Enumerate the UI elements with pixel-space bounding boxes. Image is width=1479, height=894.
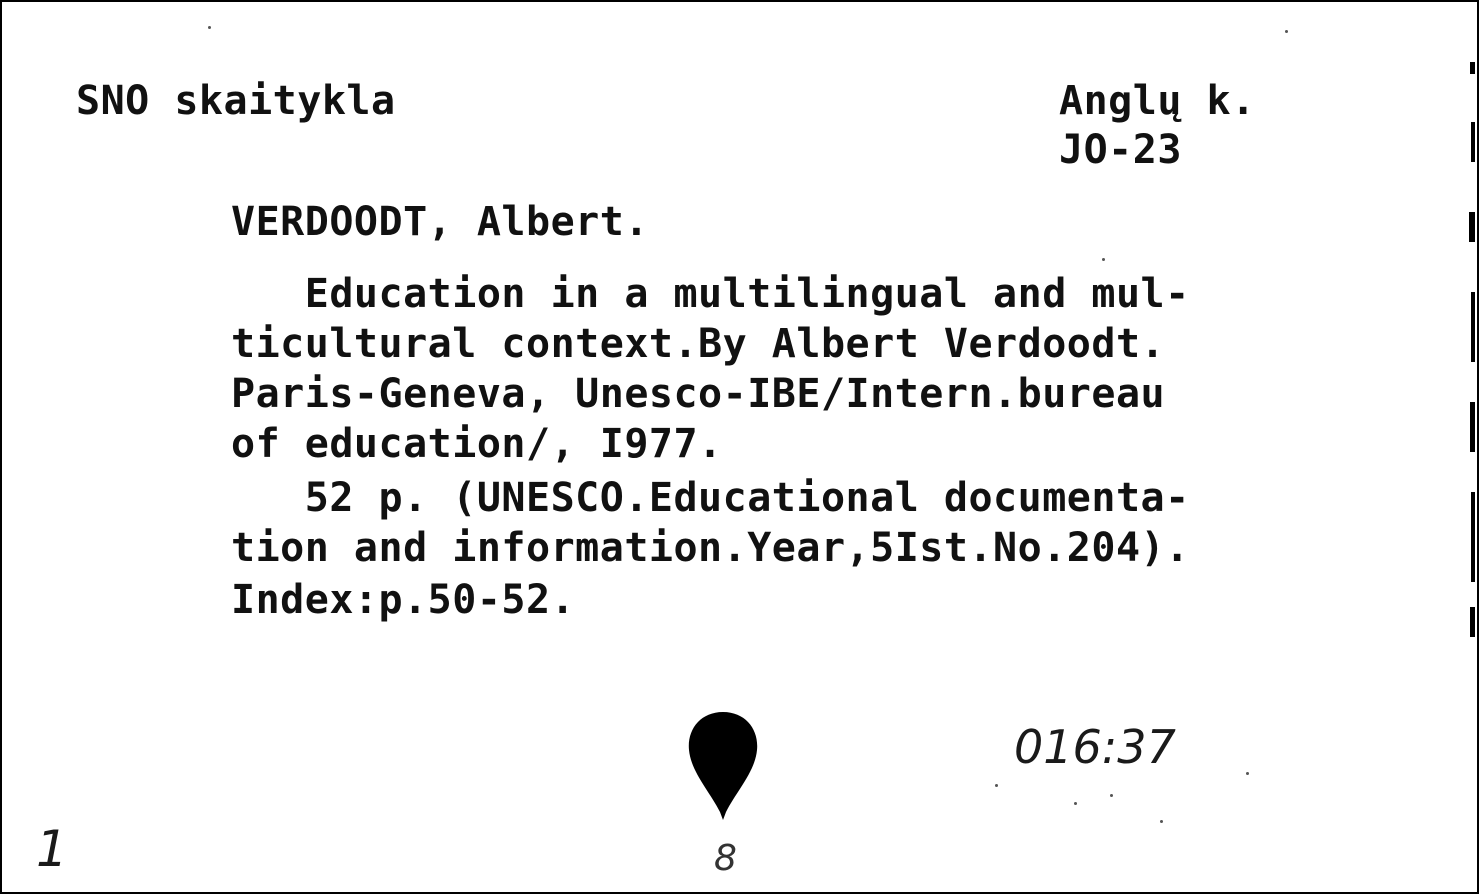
description-line: of education/, I977. xyxy=(231,421,723,467)
speck xyxy=(1074,802,1077,805)
speck xyxy=(1246,772,1249,775)
card-number: 1 xyxy=(36,820,68,878)
classification-code: 016:37 xyxy=(1014,720,1176,774)
speck xyxy=(1110,794,1113,797)
author-heading: VERDOODT, Albert. xyxy=(231,199,649,245)
speck xyxy=(1160,820,1163,823)
scan-edge-smear xyxy=(1464,62,1477,642)
speck xyxy=(1285,30,1288,33)
shelfmark: JO-23 xyxy=(1059,127,1182,173)
description-line: ticultural context.By Albert Verdoodt. xyxy=(231,321,1166,367)
description-line: Index:p.50-52. xyxy=(231,577,576,623)
description-line: Education in a multilingual and mul- xyxy=(231,271,1190,317)
language-label: Anglų k. xyxy=(1059,78,1256,124)
speck xyxy=(208,26,211,29)
description-line: 52 p. (UNESCO.Educational documenta- xyxy=(231,475,1190,521)
description-line: tion and information.Year,5Ist.No.204). xyxy=(231,525,1190,571)
description-line: Paris-Geneva, Unesco-IBE/Intern.bureau xyxy=(231,371,1166,417)
speck xyxy=(1102,258,1105,261)
bottom-mark: 8 xyxy=(714,838,737,879)
punch-hole-icon xyxy=(684,710,762,826)
speck xyxy=(995,784,998,787)
library-name: SNO skaitykla xyxy=(76,78,396,124)
